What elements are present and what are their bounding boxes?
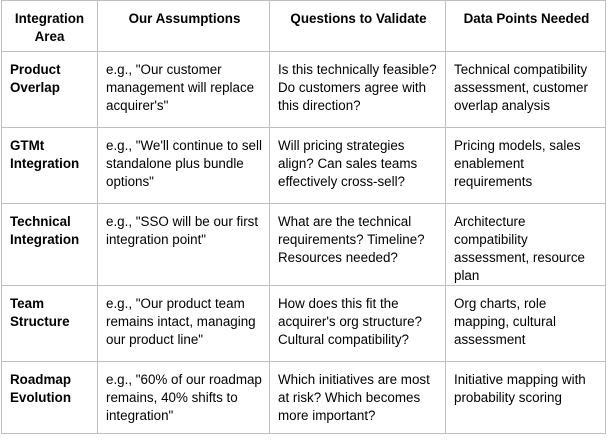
integration-area-cell: Team Structure [2, 286, 98, 362]
header-integration-area-line2: Area [34, 29, 65, 44]
data-points-cell: Initiative mapping with probability scoring [446, 362, 606, 434]
table-row [2, 128, 606, 204]
header-integration-area [2, 1, 98, 52]
integration-area-cell: Roadmap Evolution [2, 362, 98, 434]
questions-cell: Will pricing strategies align? Can sales teams effectively cross-sell? [270, 128, 446, 204]
table-header-row [2, 1, 606, 52]
integration-area-cell: Technical Integration [2, 204, 98, 286]
integration-area-cell: GTMt Integration [2, 128, 98, 204]
assumption-cell: e.g., "60% of our roadmap remains, 40% shifts to integration" [98, 362, 270, 434]
data-points-cell: Technical compatibility assessment, customer overlap analysis [446, 52, 606, 128]
questions-cell: How does this fit the acquirer's org structure? Cultural compatibility? [270, 286, 446, 362]
table-row [2, 52, 606, 128]
header-integration-area-line1: Integration [14, 11, 85, 26]
questions-cell: What are the technical requirements? Timeline? Resources needed? [270, 204, 446, 286]
questions-cell: Which initiatives are most at risk? Which becomes more important? [270, 362, 446, 434]
data-points-cell: Architecture compatibility assessment, resource plan [446, 204, 606, 286]
questions-cell: Is this technically feasible? Do customers agree with this direction? [270, 52, 446, 128]
assumption-cell: e.g., "Our customer management will replace acquirer's" [98, 52, 270, 128]
assumption-cell: e.g., "SSO will be our first integration point" [98, 204, 270, 286]
assumption-cell: e.g., "Our product team remains intact, managing our product line" [98, 286, 270, 362]
data-points-cell: Org charts, role mapping, cultural assessment [446, 286, 606, 362]
table-row [2, 204, 606, 286]
header-our-assumptions: Our Assumptions [98, 1, 270, 52]
integration-area-cell: Product Overlap [2, 52, 98, 128]
header-questions-to-validate: Questions to Validate [270, 1, 446, 52]
table-row [2, 286, 606, 362]
assumption-cell: e.g., "We'll continue to sell standalone plus bundle options" [98, 128, 270, 204]
table-row [2, 362, 606, 434]
integration-planning-table [1, 0, 606, 434]
data-points-cell: Pricing models, sales enablement requirements [446, 128, 606, 204]
header-data-points-needed: Data Points Needed [446, 1, 606, 52]
